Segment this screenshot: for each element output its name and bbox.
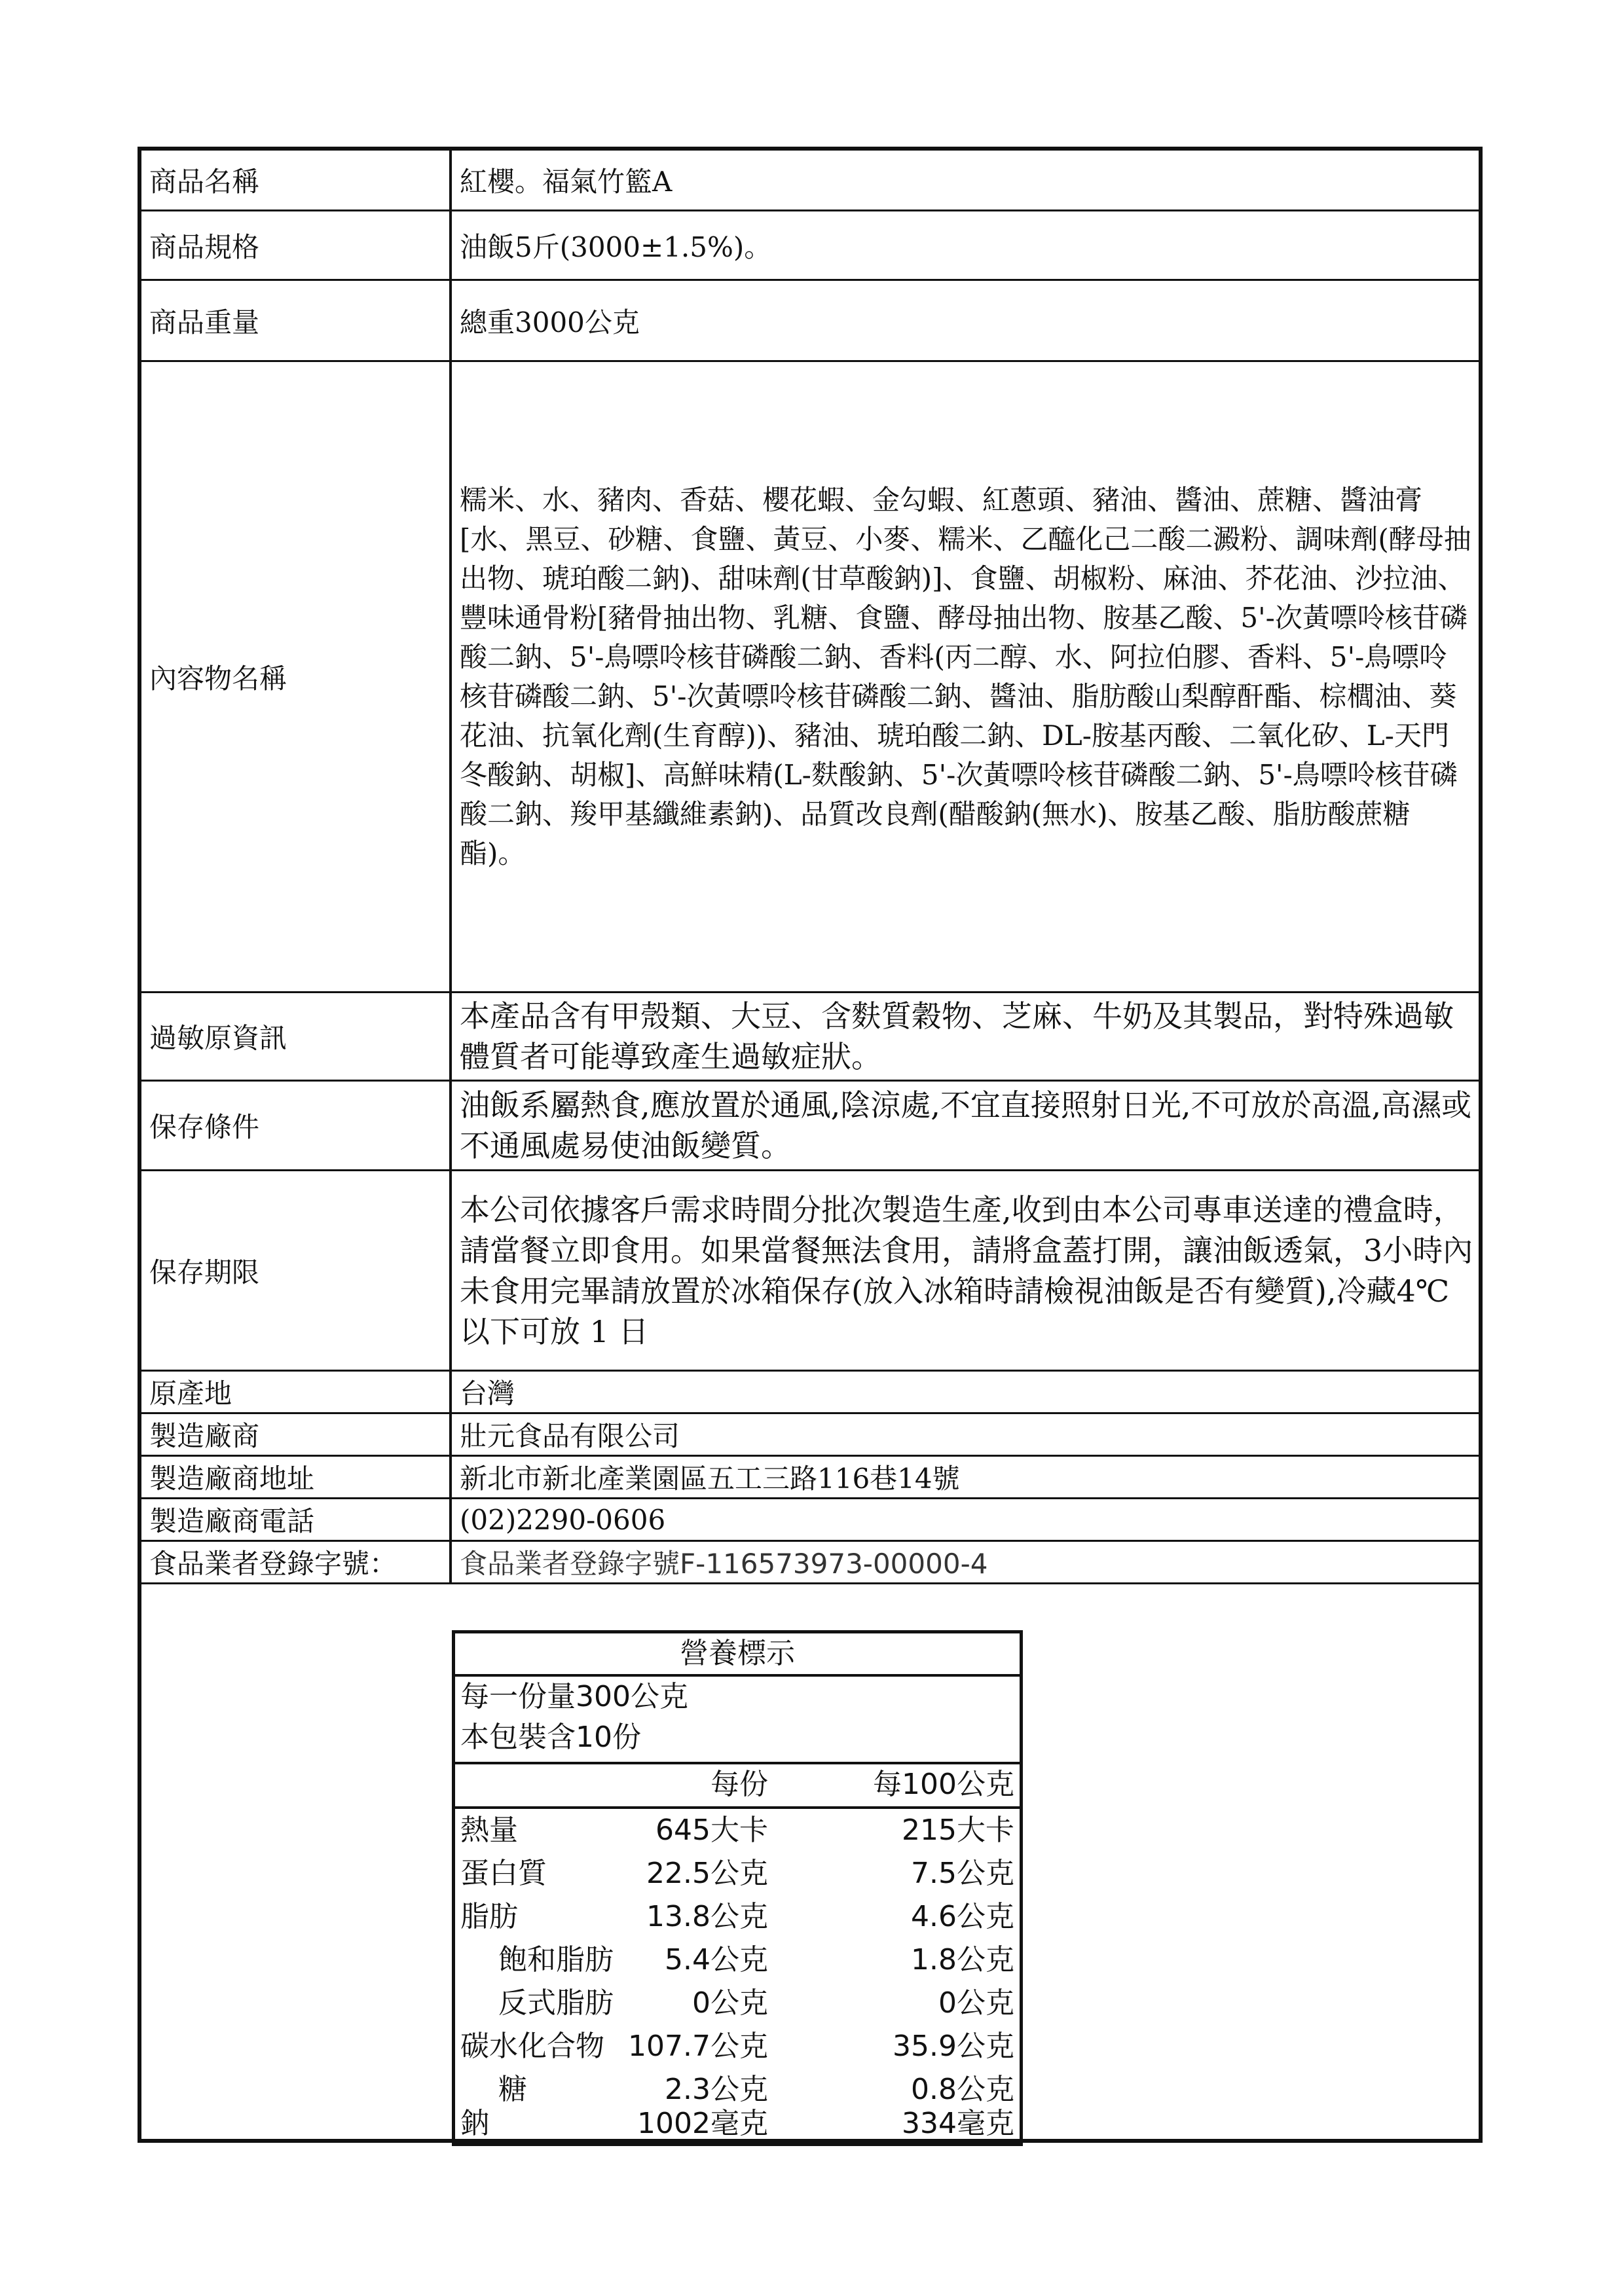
row-manufacturer-address: [141, 1457, 1479, 1499]
row-value: 糯米、水、豬肉、香菇、櫻花蝦、金勾蝦、紅蔥頭、豬油、醬油、蔗糖、醬油膏[水、黑豆、砂糖、食鹽、黃豆、小麥、糯米、乙醯化己二酸二澱粉、調味劑(酵母抽出物、琥珀酸二鈉)、甜味劑(甘草酸鈉)]、食鹽、胡椒粉、麻油、芥花油、沙拉油、豐味通骨粉[豬骨抽出物、乳糖、食鹽、酵母抽出物、胺基乙酸、5'-次黃嘌呤核苷磷酸二鈉、5'-鳥嘌呤核苷磷酸二鈉、香料(丙二醇、水、阿拉伯膠、香料、5'-鳥嘌呤核苷磷酸二鈉、5'-次黃嘌呤核苷磷酸二鈉、醬油、脂肪酸山梨醇酐酯、棕櫚油、葵花油、抗氧化劑(生育醇))、豬油、琥珀酸二鈉、DL-胺基丙酸、二氧化矽、L-天門冬酸鈉、胡椒]、高鮮味精(L-麩酸鈉、5'-次黃嘌呤核苷磷酸二鈉、5'-鳥嘌呤核苷磷酸二鈉、羧甲基纖維素鈉)、品質改良劑(醋酸鈉(無水)、胺基乙酸、脂肪酸蔗糖酯)。: [460, 483, 1471, 869]
nutrient-row-saturated-fat: [455, 1939, 1020, 1982]
per-serving-value: 0公克: [692, 1986, 768, 2020]
per-100g-value: 215大卡: [902, 1813, 1014, 1847]
column-header-per-serving: 每份: [710, 1768, 768, 1801]
row-label: 商品重量: [141, 281, 452, 360]
row-value: 新北市新北產業園區五工三路116巷14號: [460, 1463, 960, 1495]
per-serving-value: 2.3公克: [665, 2073, 768, 2106]
nutrient-name: 鈉: [460, 2107, 489, 2140]
nutrient-row-sodium: [455, 2102, 1020, 2145]
row-label: 商品規格: [141, 211, 452, 279]
per-serving-value: 22.5公克: [646, 1857, 768, 1890]
row-label: 保存條件: [141, 1082, 452, 1169]
nutrient-name: 脂肪: [460, 1900, 518, 1933]
row-storage: [141, 1082, 1479, 1171]
per-100g-value: 1.8公克: [911, 1943, 1014, 1977]
serving-size: 每一份量300公克: [460, 1680, 688, 1713]
row-label: 製造廠商電話: [141, 1499, 452, 1540]
nutrient-row-energy: [455, 1809, 1020, 1852]
nutrient-name: 蛋白質: [460, 1857, 547, 1890]
per-serving-value: 5.4公克: [665, 1943, 768, 1977]
nutrition-facts-panel: [452, 1630, 1023, 2146]
row-label: 原產地: [141, 1372, 452, 1412]
nutrient-name: 熱量: [460, 1813, 518, 1847]
row-manufacturer-phone: [141, 1499, 1479, 1542]
nutrient-name: 碳水化合物: [460, 2030, 604, 2063]
column-header-per-100g: 每100公克: [873, 1768, 1014, 1801]
servings-per-package: 本包裝含10份: [460, 1721, 641, 1754]
row-product-name: [141, 151, 1479, 211]
per-serving-value: 107.7公克: [628, 2030, 768, 2063]
row-registration-number: [141, 1542, 1479, 1584]
row-value: 總重3000公克: [460, 306, 640, 338]
per-100g-value: 4.6公克: [911, 1900, 1014, 1933]
per-serving-value: 13.8公克: [646, 1900, 768, 1933]
per-100g-value: 7.5公克: [911, 1857, 1014, 1890]
row-origin: [141, 1372, 1479, 1414]
per-serving-value: 1002毫克: [637, 2107, 768, 2140]
row-allergen: [141, 993, 1479, 1082]
row-label: 製造廠商地址: [141, 1457, 452, 1497]
product-label-sheet: [138, 147, 1483, 2143]
row-value: 本公司依據客戶需求時間分批次製造生產,收到由本公司專車送達的禮盒時，請當餐立即食用。如果當餐無法食用，請將盒蓋打開，讓油飯透氣，3小時內未食用完畢請放置於冰箱保存(放入冰箱時請檢視油飯是否有變質),冷藏4℃以下可放 1 日: [460, 1192, 1473, 1349]
row-value: 油飯5斤(3000±1.5%)。: [460, 230, 772, 263]
nutrient-name: 飽和脂肪: [498, 1943, 614, 1977]
row-product-spec: [141, 211, 1479, 281]
row-label: 食品業者登錄字號：: [141, 1542, 452, 1582]
row-value: 台灣: [460, 1377, 515, 1410]
row-label: 製造廠商: [141, 1414, 452, 1455]
row-product-weight: [141, 281, 1479, 362]
nutrition-title: 營養標示: [455, 1633, 1020, 1677]
nutrient-name: 糖: [498, 2073, 527, 2106]
row-label: 保存期限: [141, 1171, 452, 1370]
row-ingredients: [141, 362, 1479, 993]
row-label: 過敏原資訊: [141, 993, 452, 1080]
per-100g-value: 35.9公克: [893, 2030, 1014, 2063]
row-value: 油飯系屬熱食,應放置於通風,陰涼處,不宜直接照射日光,不可放於高溫,高濕或不通風處易使油飯變質。: [460, 1087, 1472, 1163]
row-manufacturer: [141, 1414, 1479, 1457]
per-100g-value: 334毫克: [902, 2107, 1014, 2140]
nutrient-row-carbohydrate: [455, 2025, 1020, 2068]
per-100g-value: 0.8公克: [911, 2073, 1014, 2106]
row-value: 壯元食品有限公司: [460, 1420, 680, 1452]
nutrient-row-trans-fat: [455, 1982, 1020, 2025]
nutrient-row-fat: [455, 1895, 1020, 1939]
row-value: (02)2290-0606: [460, 1503, 666, 1536]
nutrient-name: 反式脂肪: [498, 1986, 614, 2020]
row-value: 紅櫻。福氣竹籃A: [460, 166, 673, 198]
per-100g-value: 0公克: [938, 1986, 1014, 2020]
row-value: 本產品含有甲殼類、大豆、含麩質穀物、芝麻、牛奶及其製品，對特殊過敏體質者可能導致產生過敏症狀。: [460, 998, 1454, 1074]
row-label: 商品名稱: [141, 151, 452, 210]
row-shelf-life: [141, 1171, 1479, 1372]
per-serving-value: 645大卡: [655, 1813, 768, 1847]
row-value: 食品業者登錄字號F-116573973-00000-4: [460, 1548, 988, 1580]
row-label: 內容物名稱: [141, 362, 452, 991]
nutrient-row-protein: [455, 1852, 1020, 1895]
